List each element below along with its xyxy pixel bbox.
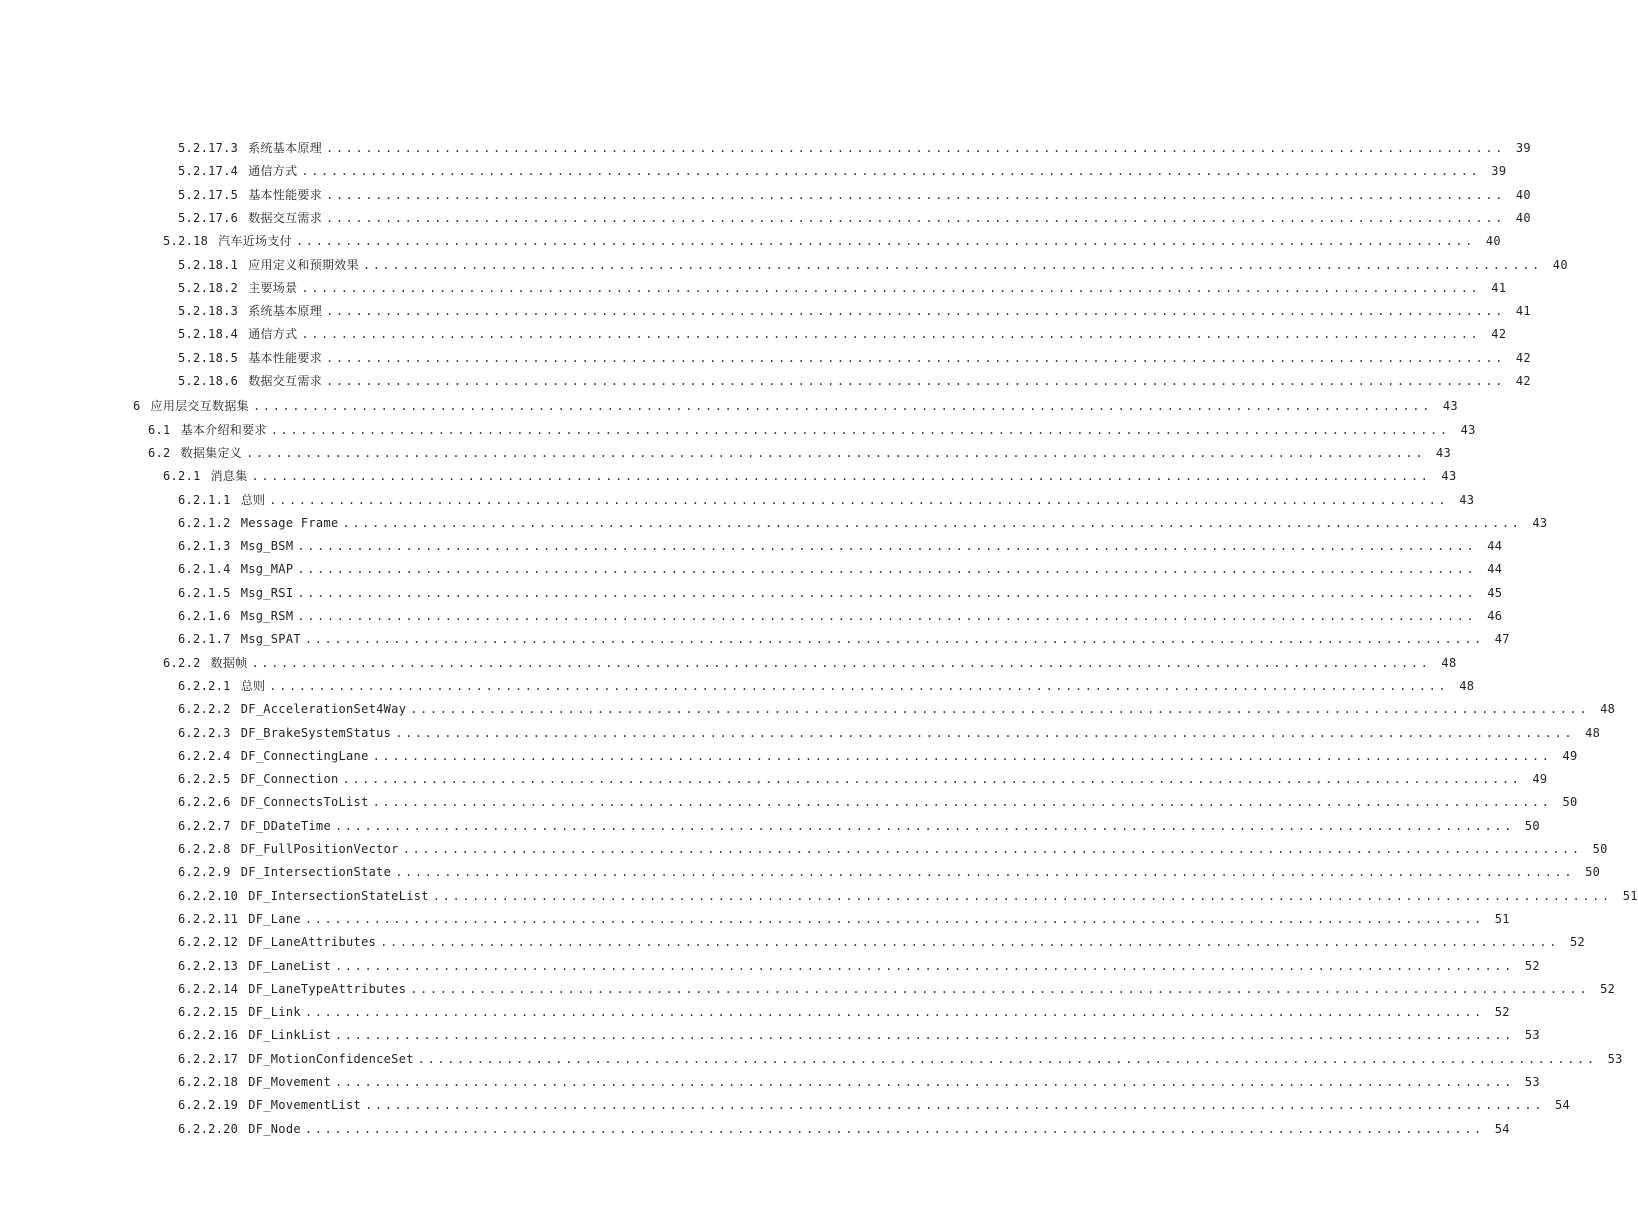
toc-entry-title: 汽车近场支付 — [218, 234, 292, 248]
toc-leader-dots: ........................................................................................................................ — [297, 609, 1477, 623]
toc-entry[interactable] — [178, 537, 1503, 555]
toc-entry-title: DF_Movement — [248, 1075, 331, 1089]
toc-entry-page: 53 — [1524, 1028, 1540, 1042]
toc-entry-page: 53 — [1524, 1075, 1540, 1089]
toc-entry[interactable] — [178, 1096, 1571, 1114]
toc-entry[interactable] — [178, 162, 1507, 180]
toc-entry-title: 基本性能要求 — [248, 188, 323, 202]
toc-entry-title: Msg_SPAT — [240, 632, 301, 646]
toc-entry-number: 6.2.2.2 — [178, 702, 231, 716]
toc-entry-page: 48 — [1441, 656, 1457, 670]
toc-entry[interactable] — [178, 1026, 1540, 1044]
toc-leader-dots: ........................................................................................................................ — [301, 164, 1481, 178]
toc-entry-page: 50 — [1585, 865, 1601, 879]
toc-leader-dots: ........................................................................................................................ — [301, 281, 1481, 295]
toc-entry-title: DF_LaneTypeAttributes — [248, 982, 407, 996]
toc-entry-number: 6.2.1.1 — [178, 493, 231, 507]
toc-entry[interactable] — [178, 256, 1568, 274]
toc-entry-number: 6.1 — [148, 423, 171, 437]
toc-entry[interactable] — [178, 863, 1601, 881]
toc-entry-page: 54 — [1554, 1098, 1571, 1112]
toc-entry-page: 52 — [1600, 982, 1616, 996]
toc-entry-number: 6.2.2.19 — [178, 1098, 239, 1112]
toc-entry[interactable] — [178, 700, 1616, 718]
toc-leader-dots: ........................................................................................................................ — [326, 351, 1505, 365]
toc-entry-number: 5.2.18.1 — [178, 258, 239, 272]
toc-entry-title: Msg_RSI — [240, 586, 294, 600]
toc-leader-dots: ........................................................................................................................ — [295, 234, 1475, 248]
toc-leader-dots: ........................................................................................................................ — [334, 1075, 1514, 1089]
toc-leader-dots: ........................................................................................................................ — [342, 516, 1522, 530]
toc-entry-number: 5.2.18 — [163, 234, 209, 248]
toc-entry[interactable] — [178, 980, 1616, 998]
toc-entry[interactable] — [178, 770, 1548, 788]
toc-leader-dots: ........................................................................................................................ — [372, 795, 1552, 809]
toc-leader-dots: ........................................................................................................................ — [380, 935, 1560, 949]
toc-leader-dots: ........................................................................................................................ — [297, 586, 1477, 600]
toc-leader-dots: ........................................................................................................................ — [410, 982, 1590, 996]
toc-entry-title: DF_Connection — [240, 772, 339, 786]
toc-leader-dots: ........................................................................................................................ — [251, 469, 1431, 483]
toc-entry-title: 通信方式 — [248, 164, 298, 178]
toc-entry[interactable] — [178, 747, 1578, 765]
toc-entry[interactable] — [178, 1073, 1540, 1091]
toc-entry-page: 52 — [1570, 935, 1586, 949]
toc-entry[interactable] — [178, 560, 1503, 578]
toc-entry-title: 应用层交互数据集 — [150, 399, 249, 413]
toc-entry[interactable] — [178, 887, 1638, 905]
toc-entry[interactable] — [178, 514, 1548, 532]
toc-entry-page: 48 — [1459, 679, 1475, 693]
toc-entry-number: 5.2.18.3 — [178, 304, 239, 318]
toc-entry-page: 54 — [1494, 1122, 1510, 1136]
toc-entry[interactable] — [178, 933, 1586, 951]
toc-entry-title: Msg_RSM — [240, 609, 294, 623]
toc-entry-title: 系统基本原理 — [248, 141, 323, 155]
toc-entry-number: 6.2 — [148, 446, 171, 460]
toc-entry-title: 数据帧 — [210, 656, 248, 670]
toc-entry-page: 52 — [1494, 1005, 1510, 1019]
toc-entry-page: 43 — [1532, 516, 1548, 530]
toc-entry-page: 39 — [1491, 164, 1507, 178]
toc-entry-number: 6.2.2.15 — [178, 1005, 239, 1019]
toc-entry-page: 40 — [1485, 234, 1501, 248]
toc-entry-number: 6.2.2.10 — [178, 889, 239, 903]
toc-entry[interactable] — [178, 1003, 1510, 1021]
toc-entry-title: DF_MotionConfidenceSet — [248, 1052, 414, 1066]
toc-entry[interactable] — [178, 372, 1531, 390]
toc-leader-dots: ........................................................................................................................ — [417, 1052, 1597, 1066]
toc-entry-title: Msg_MAP — [240, 562, 294, 576]
toc-leader-dots: ........................................................................................................................ — [326, 141, 1505, 155]
toc-entry[interactable] — [178, 325, 1507, 343]
toc-entry[interactable] — [178, 279, 1507, 297]
toc-entry-title: DF_AccelerationSet4Way — [240, 702, 407, 716]
toc-entry-number: 6.2.2.6 — [178, 795, 231, 809]
toc-entry-number: 6.2.2.4 — [178, 749, 231, 763]
toc-leader-dots: ........................................................................................................................ — [362, 258, 1542, 272]
toc-entry[interactable] — [178, 584, 1503, 602]
toc-entry-page: 45 — [1487, 586, 1503, 600]
toc-leader-dots: ........................................................................................................................ — [304, 632, 1484, 646]
toc-entry-title: 数据交互需求 — [248, 374, 323, 388]
toc-entry-page: 41 — [1515, 304, 1531, 318]
toc-entry-number: 6.2.2 — [163, 656, 201, 670]
toc-entry[interactable] — [178, 910, 1510, 928]
toc-entry-page: 50 — [1524, 819, 1540, 833]
toc-entry-number: 6.2.2.1 — [178, 679, 231, 693]
toc-entry[interactable] — [178, 349, 1531, 367]
toc-entry[interactable] — [178, 793, 1578, 811]
toc-entry-title: DF_LaneList — [248, 959, 331, 973]
toc-leader-dots: ........................................................................................................................ — [326, 374, 1505, 388]
toc-entry-page: 46 — [1487, 609, 1503, 623]
toc-entry-number: 6.2.1.4 — [178, 562, 231, 576]
toc-entry[interactable] — [178, 677, 1475, 695]
toc-entry-number: 6.2.2.20 — [178, 1122, 239, 1136]
toc-entry-page: 40 — [1515, 211, 1531, 225]
toc-entry-title: DF_LinkList — [248, 1028, 331, 1042]
toc-entry-number: 5.2.18.4 — [178, 327, 239, 341]
toc-entry-title: DF_ConnectsToList — [240, 795, 369, 809]
toc-entry-title: DF_ConnectingLane — [240, 749, 369, 763]
toc-entry-title: 系统基本原理 — [248, 304, 323, 318]
toc-entry[interactable] — [148, 421, 1476, 439]
toc-entry-title: 数据交互需求 — [248, 211, 323, 225]
toc-entry-number: 6 — [133, 399, 141, 413]
toc-entry-number: 6.2.1.2 — [178, 516, 231, 530]
toc-entry-number: 6.2.1 — [163, 469, 201, 483]
toc-entry-page: 50 — [1562, 795, 1578, 809]
toc-leader-dots: ........................................................................................................................ — [432, 889, 1612, 903]
toc-entry[interactable] — [178, 840, 1608, 858]
toc-entry-title: 主要场景 — [248, 281, 298, 295]
toc-entry-page: 48 — [1600, 702, 1616, 716]
toc-entry-number: 5.2.17.3 — [178, 141, 239, 155]
toc-entry[interactable] — [163, 654, 1457, 672]
toc-entry-number: 5.2.18.6 — [178, 374, 239, 388]
toc-entry-number: 5.2.17.6 — [178, 211, 239, 225]
toc-entry-title: Message Frame — [240, 516, 339, 530]
toc-entry-page: 40 — [1552, 258, 1568, 272]
toc-entry-number: 5.2.17.4 — [178, 164, 239, 178]
toc-leader-dots: ........................................................................................................................ — [246, 446, 1426, 460]
toc-leader-dots: ........................................................................................................................ — [251, 656, 1431, 670]
toc-entry-page: 52 — [1524, 959, 1540, 973]
toc-entry-title: 消息集 — [210, 469, 248, 483]
toc-leader-dots: ........................................................................................................................ — [304, 1005, 1484, 1019]
toc-entry-title: Msg_BSM — [240, 539, 294, 553]
toc-leader-dots: ........................................................................................................................ — [304, 912, 1484, 926]
toc-entry-title: 总则 — [240, 493, 266, 507]
toc-entry[interactable] — [178, 724, 1601, 742]
toc-entry-number: 5.2.17.5 — [178, 188, 239, 202]
toc-entry[interactable] — [178, 302, 1531, 320]
toc-entry-title: 应用定义和预期效果 — [248, 258, 359, 272]
toc-entry-title: 基本性能要求 — [248, 351, 323, 365]
toc-leader-dots: ........................................................................................................................ — [365, 1098, 1545, 1112]
toc-entry-number: 6.2.2.18 — [178, 1075, 239, 1089]
toc-entry-page: 43 — [1459, 493, 1475, 507]
toc-leader-dots: ........................................................................................................................ — [326, 304, 1505, 318]
toc-entry-page: 43 — [1441, 469, 1457, 483]
toc-entry-title: 通信方式 — [248, 327, 298, 341]
toc-leader-dots: ........................................................................................................................ — [304, 1122, 1484, 1136]
toc-entry-page: 44 — [1487, 562, 1503, 576]
toc-entry-page: 43 — [1442, 399, 1458, 413]
toc-entry-title: DF_IntersectionState — [240, 865, 392, 879]
toc-leader-dots: ........................................................................................................................ — [334, 959, 1514, 973]
toc-leader-dots: ........................................................................................................................ — [326, 188, 1505, 202]
toc-entry[interactable] — [178, 630, 1510, 648]
toc-entry-number: 6.2.2.12 — [178, 935, 239, 949]
toc-leader-dots: ........................................................................................................................ — [270, 423, 1450, 437]
toc-entry-page: 42 — [1491, 327, 1507, 341]
toc-entry-number: 6.2.2.8 — [178, 842, 231, 856]
toc-entry-page: 44 — [1487, 539, 1503, 553]
toc-leader-dots: ........................................................................................................................ — [297, 539, 1477, 553]
toc-entry-number: 6.2.2.5 — [178, 772, 231, 786]
toc-entry-page: 50 — [1592, 842, 1608, 856]
toc-entry[interactable] — [163, 232, 1501, 250]
toc-entry-page: 48 — [1585, 726, 1601, 740]
toc-entry[interactable] — [133, 397, 1458, 415]
toc-entry-number: 6.2.2.11 — [178, 912, 239, 926]
toc-entry-number: 6.2.1.7 — [178, 632, 231, 646]
toc-leader-dots: ........................................................................................................................ — [334, 819, 1514, 833]
toc-entry-page: 53 — [1607, 1052, 1623, 1066]
toc-entry-page: 51 — [1494, 912, 1510, 926]
toc-entry[interactable] — [178, 817, 1540, 835]
toc-entry-page: 40 — [1515, 188, 1531, 202]
toc-entry-title: 总则 — [240, 679, 266, 693]
toc-entry[interactable] — [148, 444, 1452, 462]
toc-entry[interactable] — [178, 957, 1540, 975]
toc-leader-dots: ........................................................................................................................ — [395, 865, 1575, 879]
toc-entry-page: 43 — [1460, 423, 1476, 437]
toc-entry[interactable] — [163, 467, 1457, 485]
toc-leader-dots: ........................................................................................................................ — [395, 726, 1575, 740]
toc-entry[interactable] — [178, 209, 1531, 227]
toc-entry[interactable] — [178, 186, 1531, 204]
toc-entry-page: 42 — [1515, 351, 1531, 365]
toc-entry-title: DF_LaneAttributes — [248, 935, 377, 949]
toc-entry[interactable] — [178, 139, 1531, 157]
toc-leader-dots: ........................................................................................................................ — [297, 562, 1477, 576]
toc-entry-title: DF_MovementList — [248, 1098, 362, 1112]
toc-entry-number: 6.2.1.3 — [178, 539, 231, 553]
toc-entry-page: 47 — [1494, 632, 1510, 646]
toc-entry-title: DF_IntersectionStateList — [248, 889, 429, 903]
toc-entry-number: 6.2.1.5 — [178, 586, 231, 600]
toc-entry-number: 6.2.2.17 — [178, 1052, 239, 1066]
toc-entry-page: 42 — [1515, 374, 1531, 388]
toc-entry-number: 6.2.2.14 — [178, 982, 239, 996]
toc-entry-page: 49 — [1532, 772, 1548, 786]
toc-entry-title: 基本介绍和要求 — [180, 423, 267, 437]
toc-entry-number: 6.2.2.7 — [178, 819, 231, 833]
toc-leader-dots: ........................................................................................................................ — [269, 493, 1449, 507]
toc-entry-title: DF_DDateTime — [240, 819, 331, 833]
toc-entry-title: DF_Node — [248, 1122, 301, 1136]
toc-entry-page: 43 — [1435, 446, 1452, 460]
toc-entry-number: 6.2.2.16 — [178, 1028, 239, 1042]
toc-entry[interactable] — [178, 607, 1503, 625]
toc-leader-dots: ........................................................................................................................ — [410, 702, 1590, 716]
toc-leader-dots: ........................................................................................................................ — [326, 211, 1505, 225]
toc-entry-title: DF_Lane — [248, 912, 301, 926]
toc-entry[interactable] — [178, 1120, 1510, 1138]
toc-entry-number: 6.2.2.13 — [178, 959, 239, 973]
toc-entry-page: 41 — [1491, 281, 1507, 295]
toc-entry-page: 51 — [1622, 889, 1638, 903]
toc-entry-number: 6.2.2.3 — [178, 726, 231, 740]
toc-entry-title: DF_BrakeSystemStatus — [240, 726, 392, 740]
toc-entry[interactable] — [178, 491, 1475, 509]
toc-leader-dots: ........................................................................................................................ — [269, 679, 1449, 693]
toc-leader-dots: ........................................................................................................................ — [342, 772, 1522, 786]
toc-leader-dots: ........................................................................................................................ — [301, 327, 1481, 341]
toc-entry-number: 6.2.2.9 — [178, 865, 231, 879]
toc-leader-dots: ........................................................................................................................ — [402, 842, 1582, 856]
toc-entry-page: 39 — [1515, 141, 1531, 155]
toc-entry-number: 5.2.18.2 — [178, 281, 239, 295]
toc-entry-title: DF_FullPositionVector — [240, 842, 399, 856]
toc-entry-number: 6.2.1.6 — [178, 609, 231, 623]
toc-entry-title: DF_Link — [248, 1005, 301, 1019]
toc-leader-dots: ........................................................................................................................ — [334, 1028, 1514, 1042]
toc-leader-dots: ........................................................................................................................ — [372, 749, 1552, 763]
toc-entry[interactable] — [178, 1050, 1623, 1068]
toc-entry-number: 5.2.18.5 — [178, 351, 239, 365]
toc-leader-dots: ........................................................................................................................ — [252, 399, 1432, 413]
toc-entry-title: 数据集定义 — [180, 446, 243, 460]
toc-entry-page: 49 — [1562, 749, 1578, 763]
